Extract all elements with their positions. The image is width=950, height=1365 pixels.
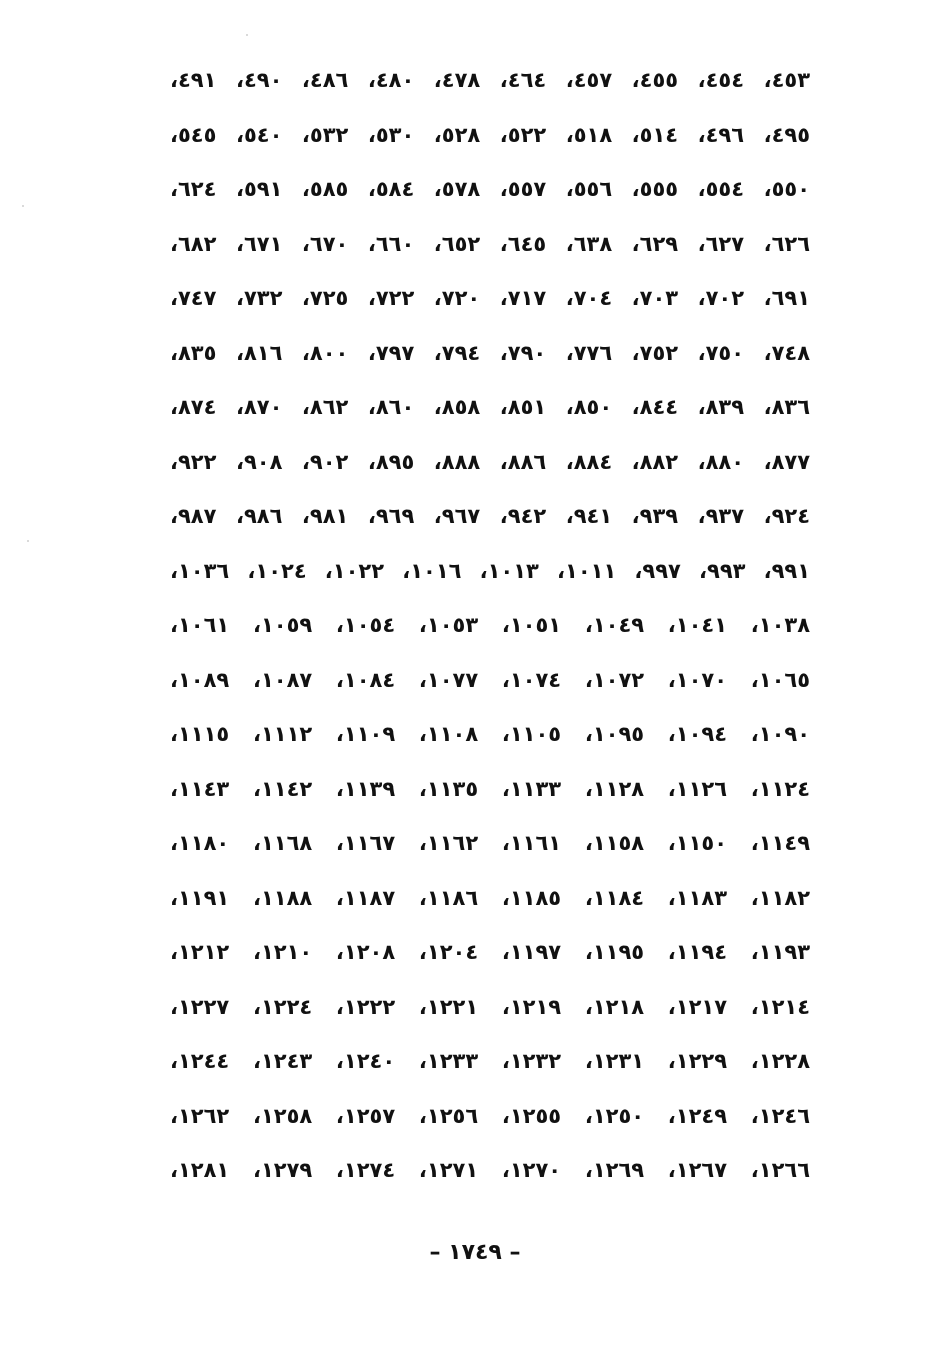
index-line: ٥٥٠، ٥٥٤، ٥٥٥، ٥٥٦، ٥٥٧، ٥٧٨، ٥٨٤، ٥٨٥، ٥٩١، ٦٢٤، (170, 177, 810, 201)
scan-speck (22, 205, 24, 207)
scan-speck (27, 540, 29, 542)
index-line: ١١٤٩، ١١٥٠، ١١٥٨، ١١٦١، ١١٦٢، ١١٦٧، ١١٦٨، ١١٨٠، (170, 831, 810, 855)
index-line: ٦٢٦، ٦٢٧، ٦٢٩، ٦٣٨، ٦٤٥، ٦٥٢، ٦٦٠، ٦٧٠، ٦٧١، ٦٨٢، (170, 231, 810, 256)
index-line: ٧٤٨، ٧٥٠، ٧٥٢، ٧٧٦، ٧٩٠، ٧٩٤، ٧٩٧، ٨٠٠، ٨١٦، ٨٣٥، (170, 340, 810, 365)
index-line: ١٢٢٨، ١٢٢٩، ١٢٣١، ١٢٣٢، ١٢٣٣، ١٢٤٠، ١٢٤٣، ١٢٤٤، (170, 1049, 810, 1073)
index-line: ٦٩١، ٧٠٢، ٧٠٣، ٧٠٤، ٧١٧، ٧٢٠، ٧٢٢، ٧٢٥، ٧٣٢، ٧٤٧، (170, 286, 810, 310)
index-line: ١٢١٤، ١٢١٧، ١٢١٨، ١٢١٩، ١٢٢١، ١٢٢٢، ١٢٢٤، ١٢٢٧، (170, 994, 810, 1019)
index-line: ٤٩٥، ٤٩٦، ٥١٤، ٥١٨، ٥٢٢، ٥٢٨، ٥٣٠، ٥٣٢، ٥٤٠، ٥٤٥، (170, 122, 810, 147)
index-line: ١١٨٢، ١١٨٣، ١١٨٤، ١١٨٥، ١١٨٦، ١١٨٧، ١١٨٨، ١١٩١، (170, 885, 810, 910)
index-line: ١٠٦٥، ١٠٧٠، ١٠٧٢، ١٠٧٤، ١٠٧٧، ١٠٨٤، ١٠٨٧، ١٠٨٩، (170, 667, 810, 692)
index-line: ٨٣٦، ٨٣٩، ٨٤٤، ٨٥٠، ٨٥١، ٨٥٨، ٨٦٠، ٨٦٢، ٨٧٠، ٨٧٤، (170, 395, 810, 419)
index-line: ٨٧٧، ٨٨٠، ٨٨٢، ٨٨٤، ٨٨٦، ٨٨٨، ٨٩٥، ٩٠٢، ٩٠٨، ٩٢٢، (170, 449, 810, 474)
index-line: ١٠٩٠، ١٠٩٤، ١٠٩٥، ١١٠٥، ١١٠٨، ١١٠٩، ١١١٢، ١١١٥، (170, 722, 810, 746)
scan-speck (246, 34, 248, 36)
index-line: ١١٩٣، ١١٩٤، ١١٩٥، ١١٩٧، ١٢٠٤، ١٢٠٨، ١٢١٠، ١٢١٢، (170, 940, 810, 964)
index-line: ٩٢٤، ٩٣٧، ٩٣٩، ٩٤١، ٩٤٢، ٩٦٧، ٩٦٩، ٩٨١، ٩٨٦، ٩٨٧، (170, 504, 810, 528)
page-index-list (170, 58, 810, 1203)
index-line: ١٠٣٨، ١٠٤١، ١٠٤٩، ١٠٥١، ١٠٥٣، ١٠٥٤، ١٠٥٩، ١٠٦١، (170, 613, 810, 637)
index-line: ١٢٤٦، ١٢٤٩، ١٢٥٠، ١٢٥٥، ١٢٥٦، ١٢٥٧، ١٢٥٨، ١٢٦٢، (170, 1103, 810, 1128)
index-line: ٤٥٣، ٤٥٤، ٤٥٥، ٤٥٧، ٤٦٤، ٤٧٨، ٤٨٠، ٤٨٦، ٤٩٠، ٤٩١، (170, 68, 810, 92)
index-line: ١١٢٤، ١١٢٦، ١١٢٨، ١١٣٣، ١١٣٥، ١١٣٩، ١١٤٢، ١١٤٣، (170, 776, 810, 801)
index-line: ١٢٦٦، ١٢٦٧، ١٢٦٩، ١٢٧٠، ١٢٧١، ١٢٧٤، ١٢٧٩، ١٢٨١، (170, 1158, 810, 1182)
page-number: – ١٧٤٩ – (429, 1240, 521, 1265)
index-line: ٩٩١، ٩٩٣، ٩٩٧، ١٠١١، ١٠١٣، ١٠١٦، ١٠٢٢، ١٠٢٤، ١٠٣٦، (170, 558, 810, 583)
